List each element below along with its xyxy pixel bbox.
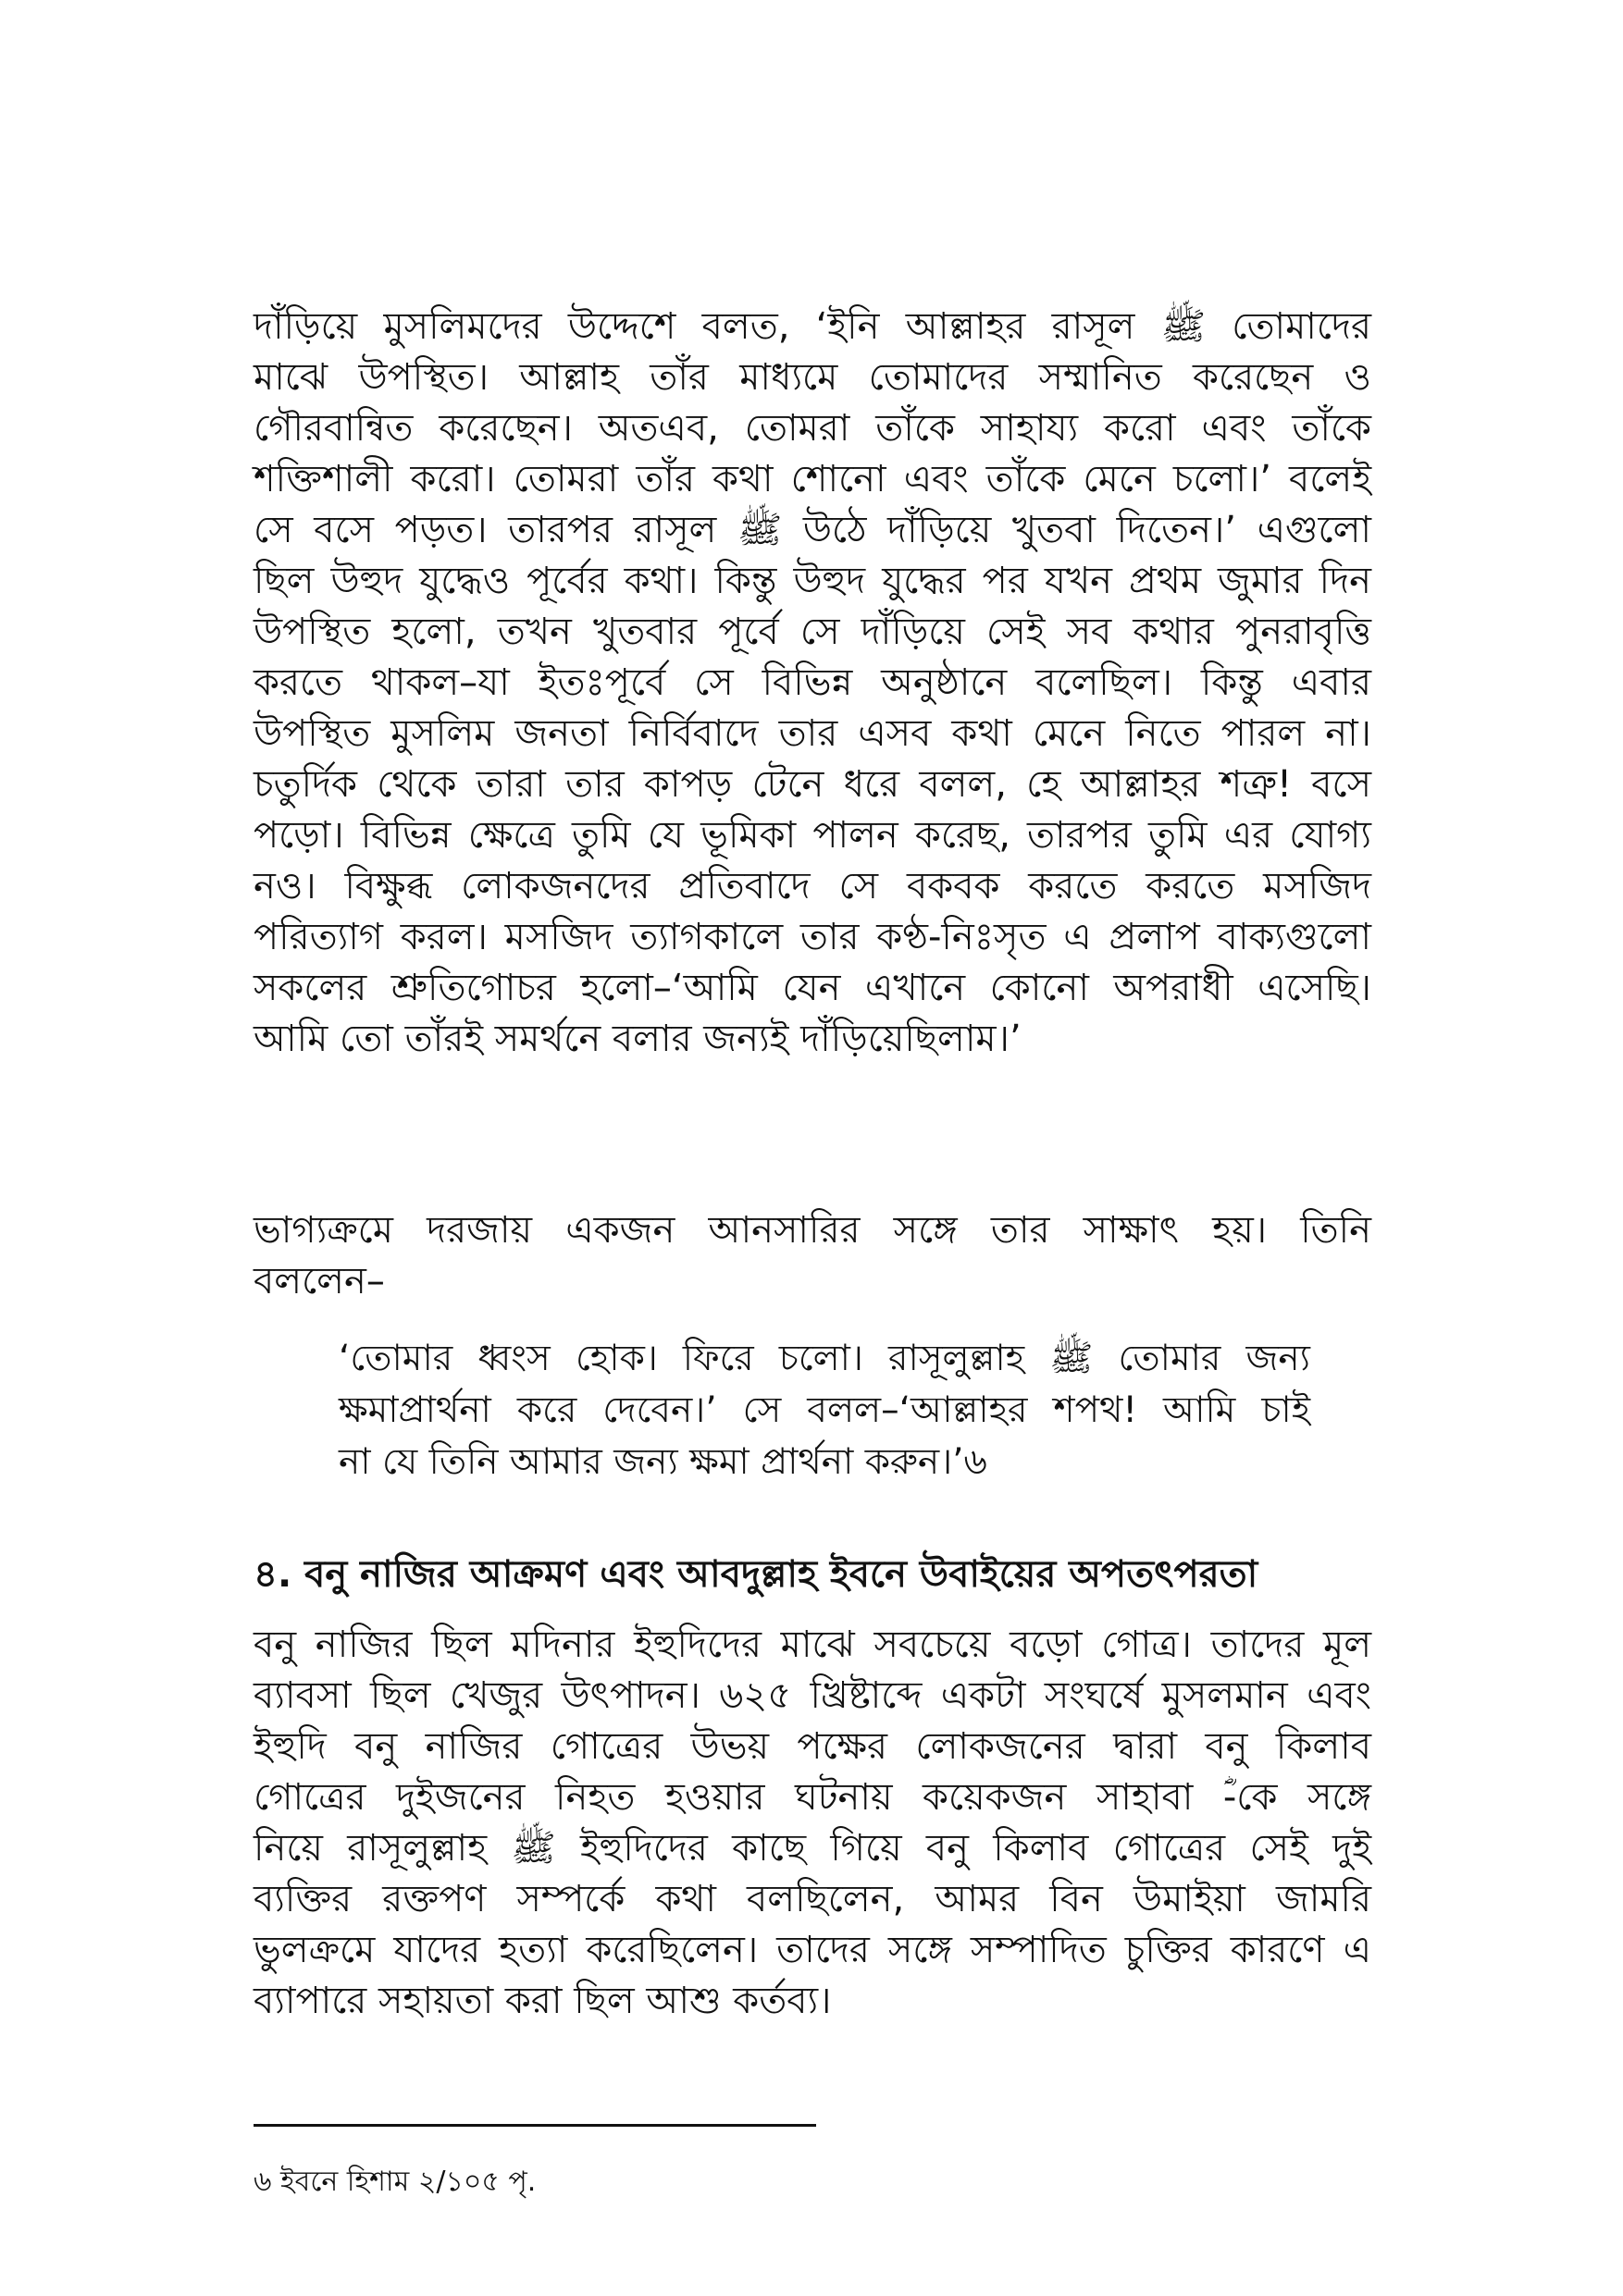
text-line: গৌরবান্বিত করেছেন। অতএব, তোমরা তাঁকে সাহায্য করো এবং তাঁকে [254,407,1371,450]
text-line: ব্যক্তির রক্তপণ সম্পর্কে কথা বলছিলেন, আমর বিন উমাইয়া জামরি [254,1878,1371,1920]
text-line: আমি তো তাঁরই সমর্থনে বলার জন্যই দাঁড়িয়েছিলাম।’ [254,1018,1022,1060]
paragraph-2 [254,1205,1371,1307]
text-line: পরিত্যাগ করল। মসজিদ ত্যাগকালে তার কণ্ঠ-নিঃসৃত এ প্রলাপ বাক্যগুলো [254,916,1371,958]
text-line: ছিল উহুদ যুদ্ধেও পূর্বের কথা। কিন্তু উহুদ যুদ্ধের পর যখন প্রথম জুমার দিন [254,560,1371,602]
footnote-divider [254,2124,816,2127]
text-line: বললেন– [254,1260,385,1302]
text-line: দাঁড়িয়ে মুসলিমদের উদ্দেশে বলত, ‘ইনি আল্লাহর রাসূল ﷺ তোমাদের [254,305,1371,348]
text-line: গোত্রের দুইজনের নিহত হওয়ার ঘটনায় কয়েকজন সাহাবা ؓ-কে সঙ্গে [254,1776,1371,1819]
text-line: চতুর্দিক থেকে তারা তার কাপড় টেনে ধরে বলল, হে আল্লাহর শত্রু! বসে [254,763,1371,806]
quote-line: ক্ষমাপ্রার্থনা করে দেবেন।’ সে বলল–‘আল্লাহর শপথ! আমি চাই [339,1389,1310,1431]
quote-line: ‘তোমার ধ্বংস হোক। ফিরে চলো। রাসূলুল্লাহ ﷺ তোমার জন্য [339,1338,1310,1379]
text-line: শক্তিশালী করো। তোমরা তাঁর কথা শোনো এবং তাঁকে মেনে চলো।’ বলেই [254,458,1371,500]
text-line: পড়ো। বিভিন্ন ক্ষেত্রে তুমি যে ভূমিকা পালন করেছ, তারপর তুমি এর যোগ্য [254,814,1371,857]
section-heading: ৪. বনু নাজির আক্রমণ এবং আবদুল্লাহ ইবনে উবাইয়ের অপতৎপরতা [254,1553,1258,1596]
text-line: সে বসে পড়ত। তারপর রাসূল ﷺ উঠে দাঁড়িয়ে খুতবা দিতেন।’ এগুলো [254,509,1371,551]
text-line: উপস্থিত মুসলিম জনতা নির্বিবাদে তার এসব কথা মেনে নিতে পারল না। [254,712,1371,755]
block-quote [339,1333,1310,1488]
text-line: সকলের শ্রুতিগোচর হলো–‘আমি যেন এখানে কোনো অপরাধী এসেছি। [254,967,1371,1009]
text-line: মাঝে উপস্থিত। আল্লাহ তাঁর মাধ্যমে তোমাদের সম্মানিত করেছেন ও [254,356,1371,399]
text-line: নও। বিক্ষুব্ধ লোকজনদের প্রতিবাদে সে বকবক করতে করতে মসজিদ [254,865,1371,907]
paragraph-3 [254,1620,1371,2027]
text-line: বনু নাজির ছিল মদিনার ইহুদিদের মাঝে সবচেয়ে বড়ো গোত্র। তাদের মূল [254,1623,1371,1666]
text-line: ব্যাবসা ছিল খেজুর উৎপাদন। ৬২৫ খ্রিষ্টাব্দে একটা সংঘর্ষে মুসলমান এবং [254,1674,1371,1717]
text-line: ভাগ্যক্রমে দরজায় একজন আনসারির সঙ্গে তার সাক্ষাৎ হয়। তিনি [254,1209,1371,1252]
text-line: ইহুদি বনু নাজির গোত্রের উভয় পক্ষের লোকজনের দ্বারা বনু কিলাব [254,1725,1371,1768]
text-line: নিয়ে রাসূলুল্লাহ ﷺ ইহুদিদের কাছে গিয়ে বনু কিলাব গোত্রের সেই দুই [254,1827,1372,1870]
text-line: ভুলক্রমে যাদের হত্যা করেছিলেন। তাদের সঙ্গে সম্পাদিত চুক্তির কারণে এ [254,1929,1371,1971]
quote-line: না যে তিনি আমার জন্য ক্ষমা প্রার্থনা করুন।’৬ [339,1441,987,1483]
footnote: ৬ ইবনে হিশাম ২/১০৫ পৃ. [254,2166,537,2198]
paragraph-1 [254,302,1371,1065]
text-line: উপস্থিত হলো, তখন খুতবার পূর্বে সে দাঁড়িয়ে সেই সব কথার পুনরাবৃত্তি [254,611,1371,653]
text-line: ব্যাপারে সহায়তা করা ছিল আশু কর্তব্য। [254,1980,832,2022]
text-line: করতে থাকল–যা ইতঃপূর্বে সে বিভিন্ন অনুষ্ঠানে বলেছিল। কিন্তু এবার [254,661,1371,704]
